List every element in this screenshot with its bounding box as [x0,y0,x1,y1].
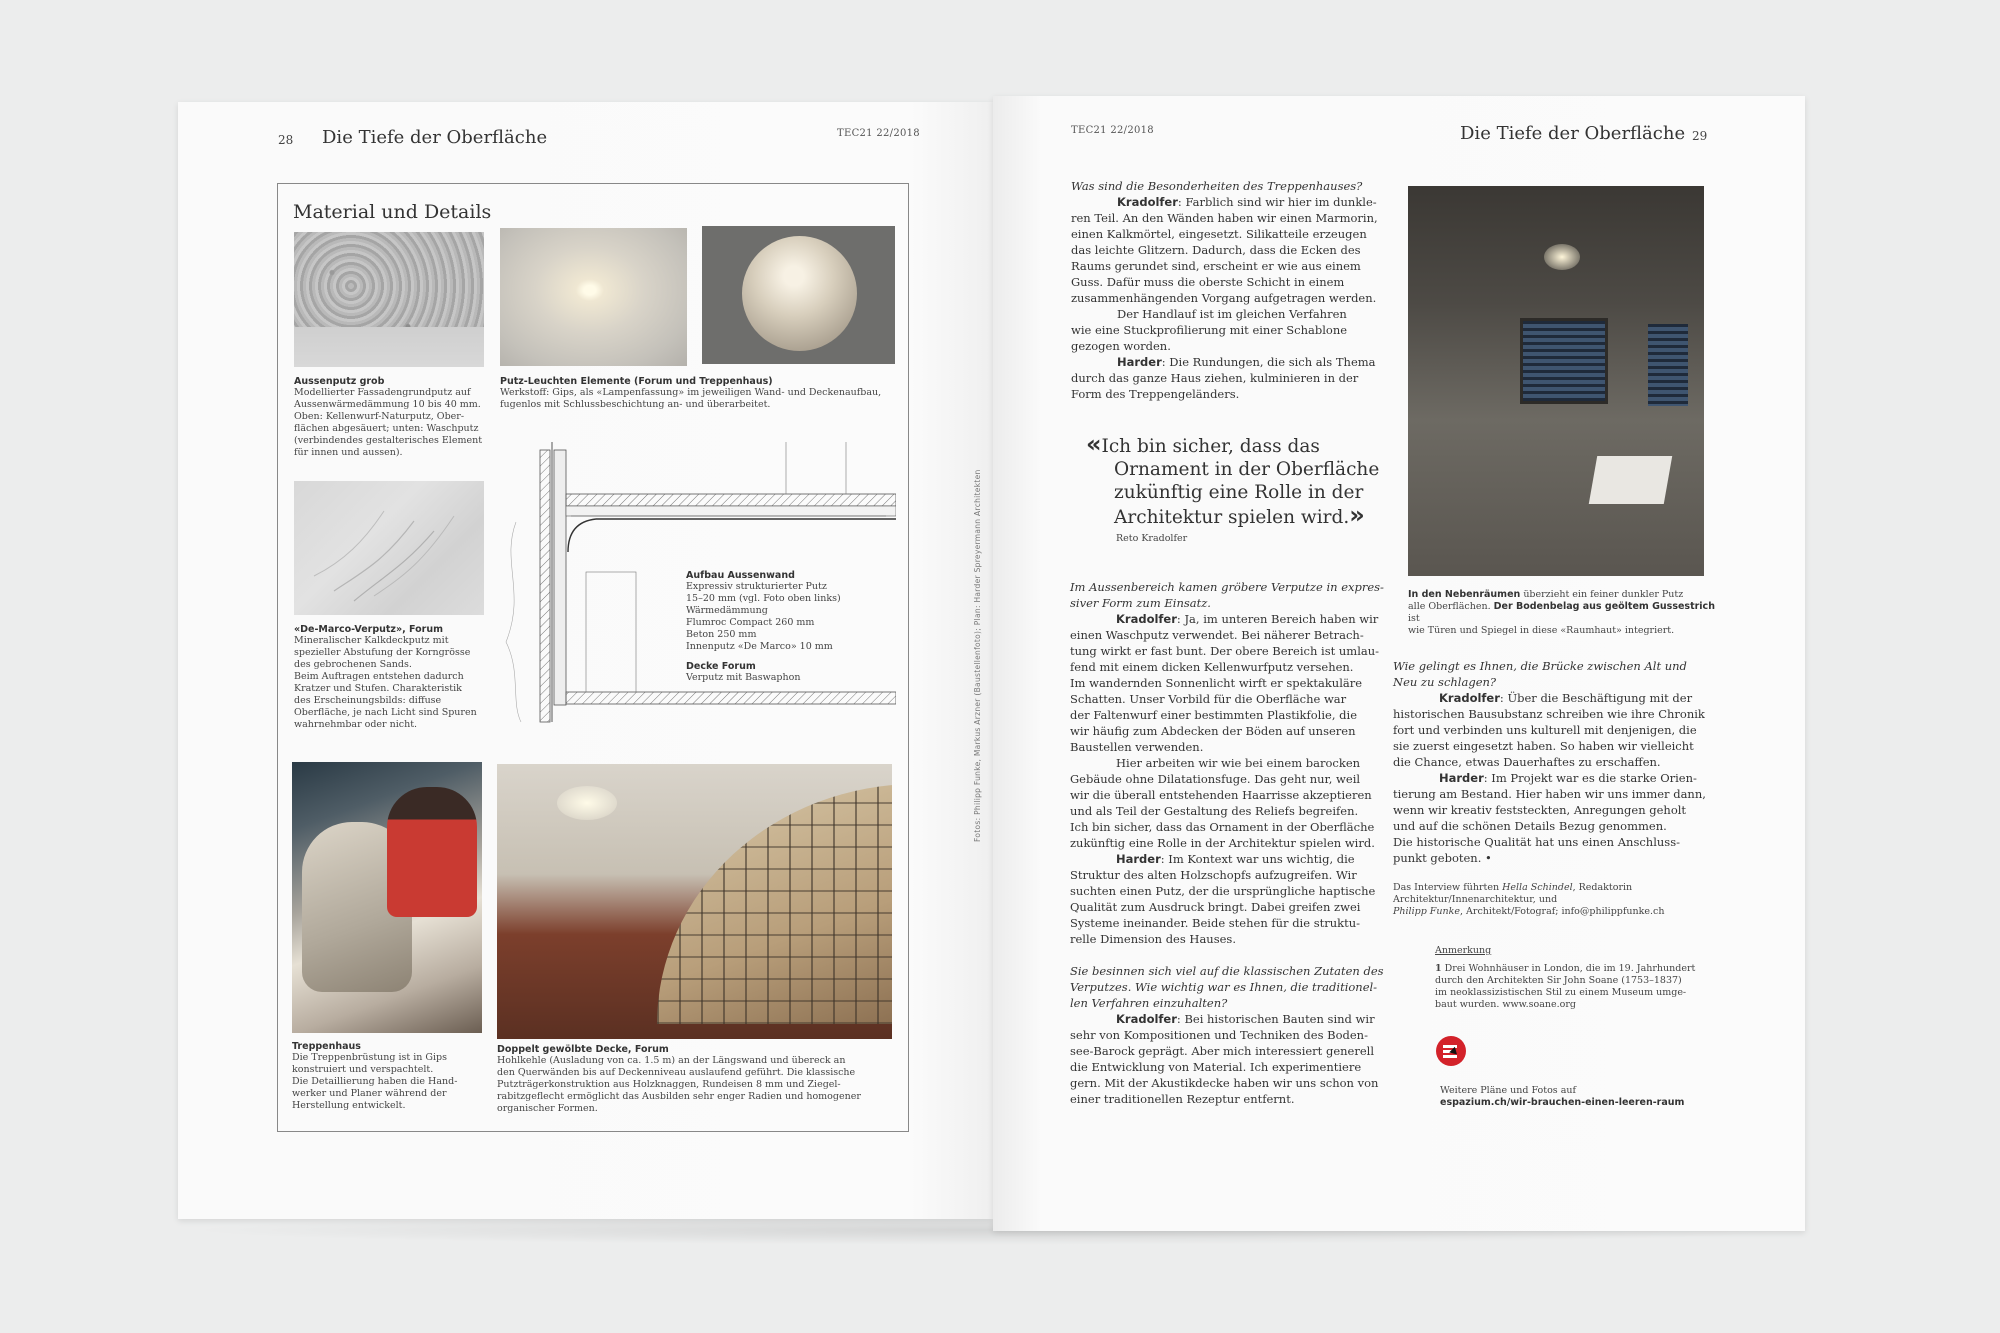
answer-harder-2: Harder: Im Kontext war uns wichtig, die [1116,852,1355,866]
caption-marco-text: Mineralischer Kalkdeckputz mit spezieller Abstufung der Korngrösse des gebrochenen Sands. Beim Auftragen entstehen dadurch Kratzer und Stufen. Charakteristik des Erscheinungsbilds: diffuse Oberfläche, je nach Licht sind Spuren wahrnehmbar oder nicht. [294,635,477,730]
quote-close-mark: » [1349,501,1365,529]
espazium-icon [1436,1036,1466,1066]
caption-leuchten-text: Werkstoff: Gips, als «Lampenfassung» im jeweiligen Wand- und Deckenaufbau, fugenlos mit Schlussbeschichtung an- und überarbeitet. [500,387,882,410]
scratch-texture-icon [294,481,484,615]
caption-leuchten [500,376,895,411]
interview-column-2: Wie gelingt es Ihnen, die Brücke zwischen Alt und Neu zu schlagen? Kradolfer: Über die Beschäftigung mit der historischen Bausubstanz schreiben wie ihre Chronik fort und verbinden uns kulturell mit denjenigen, die sie zuerst eingesetzt haben. So haben wir vielleicht die Chance, etwas Dauerhaftes zu erschaffen. Harder: Im Projekt war es die starke Orien- tierung am Bestand. Hier haben wir uns immer dann, wenn wir kreativ feststeckten, Anregungen geholt und auf die schönen Details Bezug genommen. Die historische Qualität hat uns einen Anschluss- punkt geboten. • [1393,658,1713,866]
caption-treppenhaus-text: Die Treppenbrüstung ist in Gips konstruiert und verspachtelt. Die Detaillierung haben die Hand- werker und Planer während der Herstellung entwickelt. [292,1052,458,1111]
caption-treppenhaus-heading: Treppenhaus [292,1041,361,1052]
answer-kradolfer-4: Kradolfer: Über die Beschäftigung mit der [1439,691,1693,705]
answer-kradolfer-1: Kradolfer: Farblich sind wir hier im dunkle- [1117,195,1377,209]
caption-gewoelbte-text: Hohlkehle (Ausladung von ca. 1.5 m) an der Längswand und übereck an den Querwänden bis auf Deckenniveau auslaufend geführt. Die klassische Putzträgerkonstruktion aus Holzknaggen, Rundeisen 8 mm und Ziegel- rabitzgeflecht ermöglicht das Ausbilden sehr enger Radien und homogener organischer Formen. [497,1055,861,1114]
caption-aussenputz-heading: Aussenputz grob [294,376,385,387]
caption-leuchten-heading: Putz-Leuchten Elemente (Forum und Treppenhaus) [500,376,773,387]
photo-credit: Fotos: Philipp Funke, Markus Arzner (Baustellenfoto); Plan: Harder Spreyermann Architekten [973,469,982,842]
answer-kradolfer-2: Kradolfer: Ja, im unteren Bereich haben wir [1116,612,1379,626]
pull-quote: «Ich bin sicher, dass das Ornament in der Oberfläche zukünftig eine Rolle in der Architektur spielen wird.» Reto Kradolfer [1086,433,1386,545]
quote-open-mark: « [1086,430,1102,458]
plaster-disc-lamp-photo [702,226,895,364]
caption-marco-heading: «De-Marco-Verputz», Forum [294,624,443,635]
answer-harder-1: Harder: Die Rundungen, die sich als Thema [1117,355,1376,369]
footnote-title: Anmerkung [1435,945,1492,956]
plaster-lamp-photo [500,228,687,366]
right-page-number: 29 [1692,129,1708,143]
caption-aufbau-text: Expressiv strukturierter Putz 15–20 mm (vgl. Foto oben links) Wärmedämmung Flumroc Compact 260 mm Beton 250 mm Innenputz «De Marco» 10 mm [686,581,841,652]
right-issue-label: TEC21 22/2018 [1071,125,1154,136]
interview-column-1-top: Was sind die Besonderheiten des Treppenhauses? Kradolfer: Farblich sind wir hier im dunkle- ren Teil. An den Wänden haben wir einen Marmorin, einen Kalkmörtel, eingesetzt. Silikatteile erzeugen das leichte Glitzern. Dadurch, dass die Ecken des Raums gerundet sind, erscheint er wie aus einem Guss. Dafür muss die oberste Schicht in einem zusammenhängenden Vorgang aufgetragen werden. Der Handlauf ist im gleichen Verfahren wie eine Stuckprofilierung mit einer Schablone gezogen worden. Harder: Die Rundungen, die sich als Thema durch das ganze Haus ziehen, kulminieren in der Form des Treppengeländers. [1071,178,1381,402]
coarse-plaster-photo [294,232,484,367]
answer-harder-3: Harder: Im Projekt war es die starke Orien- [1439,771,1697,785]
interview-credits: Das Interview führten Hella Schindel, Redaktorin Architektur/Innenarchitektur, und Philipp Funke, Architekt/Fotograf; info@philippfunke.ch [1393,882,1665,917]
espazium-link[interactable]: espazium.ch/wir-brauchen-einen-leeren-raum [1440,1097,1685,1108]
answer-kradolfer-3: Kradolfer: Bei historischen Bauten sind wir [1116,1012,1375,1026]
box-title: Material und Details [293,201,492,223]
right-running-title: Die Tiefe der Oberfläche [1460,123,1686,144]
caption-gewoelbte-heading: Doppelt gewölbte Decke, Forum [497,1044,669,1055]
caption-decke-heading: Decke Forum [686,661,756,672]
stair-construction-photo [292,762,482,1033]
question-staircase: Was sind die Besonderheiten des Treppenhauses? [1071,179,1363,193]
footnote: Anmerkung 1 Drei Wohnhäuser in London, die im 19. Jahrhundert durch den Architekten Sir John Soane (1753–1837) im neoklassizistischen Stil zu einem Museum umge- baut wurden. www.soane.org [1435,945,1705,1011]
caption-marco [294,624,494,731]
de-marco-plaster-photo [294,481,484,615]
left-issue-label: TEC21 22/2018 [837,128,920,139]
vaulted-ceiling-photo [497,764,892,1039]
pull-quote-author: Reto Kradolfer [1116,533,1188,544]
caption-aufbau-heading: Aufbau Aussenwand [686,570,795,581]
side-room-photo [1408,186,1704,576]
interview-column-1-bottom: Im Aussenbereich kamen gröbere Verputze in expres- siver Form zum Einsatz. Kradolfer: Ja, im unteren Bereich haben wir einen Waschputz verwendet. Bei näherer Betrach- tung wirkt er fast bunt. Der obere Bereich ist umlau- fend mit einem dicken Kellenwurfputz versehen. Im wandernden Sonnenlicht wirft er spektakuläre Schatten. Unser Vorbild für die Oberfläche war der Faltenwurf einer bestimmten Plastikfolie, die wir häufig zum Abdecken der Böden auf unseren Baustellen verwenden. Hier arbeiten wir wie bei einem barocken Gebäude ohne Dilatationsfuge. Das geht nur, weil wir die überall entstehenden Haarrisse akzeptieren und als Teil der Gestaltung des Reliefs begreifen. Ich bin sicher, dass das Ornament in der Oberfläche zukünftig eine Rolle in der Architektur spielen wird. Harder: Im Kontext war uns wichtig, die Struktur des alten Holzschopfs aufzugreifen. Wir suchten einen Putz, der die ursprüngliche haptische Qualität zum Ausdruck bringt. Dabei greifen zwei Systeme ineinander. Beide stehen für die struktu- relle Dimension des Hauses. Sie besinnen sich viel auf die klassischen Zutaten des Verputzes. Wie wichtig war es Ihnen, die traditionel- len Verfahren einzuhalten? Kradolfer: Bei historischen Bauten sind wir sehr von Kompositionen und Techniken des Boden- see-Barock geprägt. Aber mich interessiert generell die Entwicklung von Material. Ich experimentiere gern. Mit der Akustikdecke haben wir uns schon von einer traditionellen Rezeptur entfernt. [1070,580,1384,1106]
caption-aussenputz-text: Modellierter Fassadengrundputz auf Aussenwärmedämmung 10 bis 40 mm. Oben: Kellenwurf-Naturputz, Ober- flächen abgesäuert; unten: Waschputz (verbindendes gestalterisches Element für innen und aussen). [294,387,483,458]
side-room-caption: In den Nebenräumen überzieht ein feiner dunkler Putz alle Oberflächen. Der Bodenbelag aus geöltem Gussestrich ist wie Türen und Spiegel in diese «Raumhaut» integriert. [1408,589,1715,636]
left-running-title: Die Tiefe der Oberfläche [322,127,548,148]
espazium-link-block: Weitere Pläne und Fotos auf espazium.ch/wir-brauchen-einen-leeren-raum [1440,1085,1730,1109]
caption-treppenhaus [292,1041,482,1112]
caption-gewoelbte-decke [497,1044,897,1115]
caption-decke-text: Verputz mit Baswaphon [686,672,801,683]
caption-aussenputz [294,376,484,459]
left-page-number: 28 [278,133,294,147]
caption-aufbau [686,570,886,684]
